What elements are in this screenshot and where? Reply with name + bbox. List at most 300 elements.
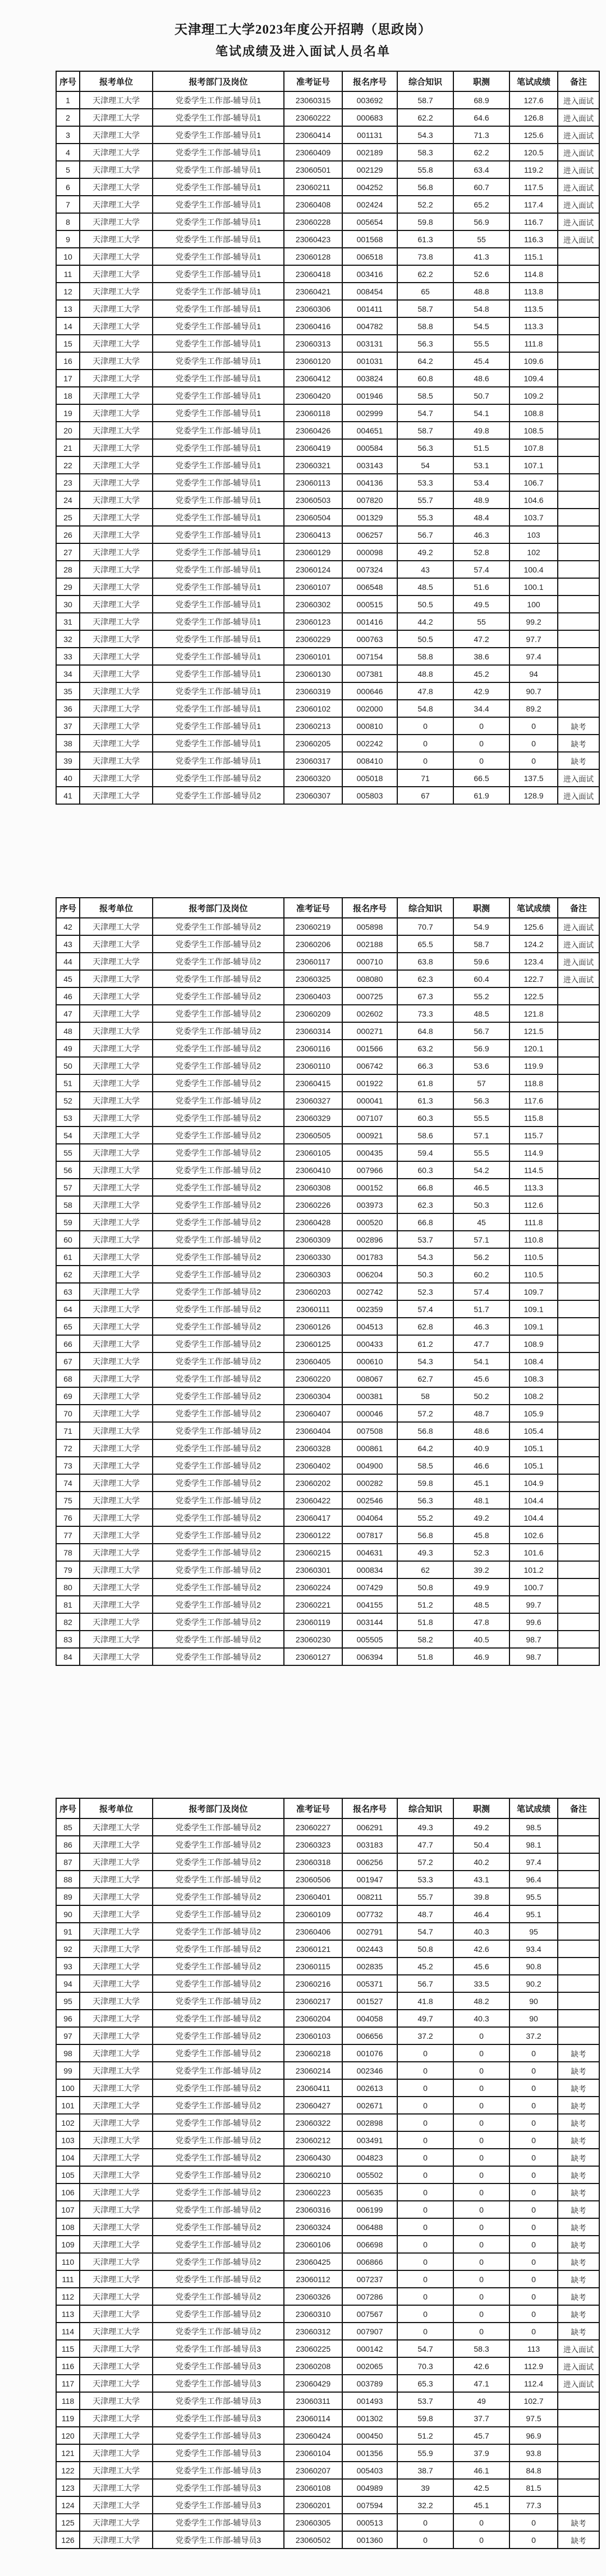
cell-index: 24 xyxy=(56,491,80,509)
column-header: 备注 xyxy=(558,71,599,91)
cell-ticket-number: 23060118 xyxy=(284,404,342,422)
page-title: 天津理工大学2023年度公开招聘（思政岗） xyxy=(175,22,431,36)
cell-ticket-number: 23060303 xyxy=(284,1266,342,1283)
cell-position: 党委学生工作部-辅导员1 xyxy=(153,265,284,283)
cell-position: 党委学生工作部-辅导员2 xyxy=(153,2253,284,2270)
cell-unit: 天津理工大学 xyxy=(80,1005,153,1022)
cell-written-total: 97.4 xyxy=(509,648,558,665)
cell-knowledge-score: 58.7 xyxy=(397,300,453,317)
cell-position: 党委学生工作部-辅导员1 xyxy=(153,456,284,474)
cell-index: 74 xyxy=(56,1474,80,1492)
cell-index: 103 xyxy=(56,2131,80,2149)
cell-position: 党委学生工作部-辅导员3 xyxy=(153,2496,284,2514)
cell-written-total: 95.1 xyxy=(509,1905,558,1923)
cell-written-total: 108.3 xyxy=(509,1370,558,1387)
page-subtitle: 笔试成绩及进入面试人员名单 xyxy=(215,44,391,58)
table-row xyxy=(56,230,599,248)
cell-registration-number: 002424 xyxy=(342,196,397,213)
table-row xyxy=(56,2409,599,2427)
cell-aptitude-score: 46.3 xyxy=(453,526,509,543)
cell-registration-number: 006256 xyxy=(342,1853,397,1871)
cell-index: 69 xyxy=(56,1387,80,1405)
cell-registration-number: 002546 xyxy=(342,1492,397,1509)
cell-position: 党委学生工作部-辅导员2 xyxy=(153,1853,284,1871)
cell-knowledge-score: 0 xyxy=(397,2218,453,2236)
cell-position: 党委学生工作部-辅导员2 xyxy=(153,1335,284,1352)
cell-remark xyxy=(558,648,599,665)
cell-registration-number: 006291 xyxy=(342,1818,397,1836)
cell-aptitude-score: 60.7 xyxy=(453,178,509,196)
cell-registration-number: 003183 xyxy=(342,1836,397,1853)
cell-aptitude-score: 34.4 xyxy=(453,700,509,717)
cell-registration-number: 002999 xyxy=(342,404,397,422)
cell-index: 43 xyxy=(56,935,80,953)
cell-unit: 天津理工大学 xyxy=(80,387,153,404)
cell-written-total: 0 xyxy=(509,2236,558,2253)
cell-knowledge-score: 48.7 xyxy=(397,1905,453,1923)
cell-index: 83 xyxy=(56,1631,80,1648)
cell-registration-number: 001493 xyxy=(342,2392,397,2409)
cell-position: 党委学生工作部-辅导员1 xyxy=(153,439,284,456)
cell-aptitude-score: 33.5 xyxy=(453,1975,509,1992)
cell-aptitude-score: 48.5 xyxy=(453,1596,509,1613)
cell-registration-number: 003973 xyxy=(342,1196,397,1213)
score-table-block-3 xyxy=(56,1798,600,2549)
cell-registration-number: 005635 xyxy=(342,2183,397,2201)
cell-ticket-number: 23060415 xyxy=(284,1074,342,1092)
table-row xyxy=(56,2496,599,2514)
cell-remark xyxy=(558,387,599,404)
cell-aptitude-score: 0 xyxy=(453,735,509,752)
table-row xyxy=(56,144,599,161)
table-row xyxy=(56,2201,599,2218)
cell-registration-number: 005018 xyxy=(342,769,397,787)
cell-aptitude-score: 0 xyxy=(453,2270,509,2288)
cell-unit: 天津理工大学 xyxy=(80,2288,153,2305)
cell-written-total: 0 xyxy=(509,2062,558,2079)
cell-index: 86 xyxy=(56,1836,80,1853)
cell-written-total: 0 xyxy=(509,2305,558,2323)
cell-ticket-number: 23060324 xyxy=(284,2218,342,2236)
cell-ticket-number: 23060109 xyxy=(284,1905,342,1923)
cell-aptitude-score: 49.8 xyxy=(453,422,509,439)
cell-ticket-number: 23060128 xyxy=(284,248,342,265)
cell-unit: 天津理工大学 xyxy=(80,1022,153,1040)
table-row xyxy=(56,387,599,404)
cell-registration-number: 004631 xyxy=(342,1544,397,1561)
cell-position: 党委学生工作部-辅导员1 xyxy=(153,561,284,578)
table-row xyxy=(56,1422,599,1439)
cell-registration-number: 000271 xyxy=(342,1022,397,1040)
table-row xyxy=(56,1127,599,1144)
cell-written-total: 107.8 xyxy=(509,439,558,456)
cell-knowledge-score: 56.7 xyxy=(397,1975,453,1992)
cell-ticket-number: 23060112 xyxy=(284,2270,342,2288)
cell-index: 125 xyxy=(56,2514,80,2531)
cell-unit: 天津理工大学 xyxy=(80,526,153,543)
cell-ticket-number: 23060105 xyxy=(284,1144,342,1161)
cell-written-total: 108.2 xyxy=(509,1387,558,1405)
cell-index: 105 xyxy=(56,2166,80,2183)
cell-written-total: 0 xyxy=(509,2288,558,2305)
cell-index: 45 xyxy=(56,970,80,987)
cell-aptitude-score: 39.8 xyxy=(453,1888,509,1905)
cell-remark xyxy=(558,2392,599,2409)
cell-aptitude-score: 37.9 xyxy=(453,2444,509,2462)
cell-unit: 天津理工大学 xyxy=(80,2201,153,2218)
cell-remark: 进入面试 xyxy=(558,2375,599,2392)
cell-unit: 天津理工大学 xyxy=(80,1248,153,1266)
cell-aptitude-score: 46.4 xyxy=(453,1905,509,1923)
cell-written-total: 0 xyxy=(509,2044,558,2062)
cell-written-total: 111.8 xyxy=(509,1213,558,1231)
cell-written-total: 0 xyxy=(509,2218,558,2236)
cell-ticket-number: 23060425 xyxy=(284,2253,342,2270)
table-row xyxy=(56,543,599,561)
cell-unit: 天津理工大学 xyxy=(80,935,153,953)
cell-knowledge-score: 66.3 xyxy=(397,1057,453,1074)
cell-written-total: 109.4 xyxy=(509,370,558,387)
cell-aptitude-score: 57.1 xyxy=(453,1231,509,1248)
cell-knowledge-score: 64.2 xyxy=(397,352,453,370)
table-row xyxy=(56,2027,599,2044)
cell-remark xyxy=(558,1631,599,1648)
cell-ticket-number: 23060201 xyxy=(284,2496,342,2514)
cell-index: 64 xyxy=(56,1300,80,1318)
cell-position: 党委学生工作部-辅导员2 xyxy=(153,2201,284,2218)
cell-position: 党委学生工作部-辅导员2 xyxy=(153,1818,284,1836)
cell-aptitude-score: 64.6 xyxy=(453,109,509,126)
cell-aptitude-score: 52.3 xyxy=(453,1544,509,1561)
cell-knowledge-score: 0 xyxy=(397,2044,453,2062)
cell-written-total: 115.1 xyxy=(509,248,558,265)
cell-aptitude-score: 51.7 xyxy=(453,1300,509,1318)
cell-remark xyxy=(558,1544,599,1561)
cell-knowledge-score: 32.2 xyxy=(397,2496,453,2514)
table-row xyxy=(56,987,599,1005)
table-row xyxy=(56,970,599,987)
cell-aptitude-score: 71.3 xyxy=(453,126,509,144)
cell-unit: 天津理工大学 xyxy=(80,717,153,735)
cell-unit: 天津理工大学 xyxy=(80,1213,153,1231)
cell-knowledge-score: 62.7 xyxy=(397,1370,453,1387)
cell-ticket-number: 23060222 xyxy=(284,109,342,126)
cell-position: 党委学生工作部-辅导员1 xyxy=(153,578,284,595)
cell-unit: 天津理工大学 xyxy=(80,2218,153,2236)
cell-knowledge-score: 55.7 xyxy=(397,1888,453,1905)
cell-position: 党委学生工作部-辅导员1 xyxy=(153,283,284,300)
table-row xyxy=(56,509,599,526)
table-row xyxy=(56,2253,599,2270)
cell-written-total: 0 xyxy=(509,2166,558,2183)
cell-remark xyxy=(558,1596,599,1613)
cell-index: 30 xyxy=(56,595,80,613)
cell-aptitude-score: 45.8 xyxy=(453,1526,509,1544)
cell-position: 党委学生工作部-辅导员2 xyxy=(153,1836,284,1853)
column-header: 报考单位 xyxy=(80,898,153,918)
cell-knowledge-score: 56.3 xyxy=(397,335,453,352)
cell-remark xyxy=(558,1992,599,2010)
cell-aptitude-score: 0 xyxy=(453,717,509,735)
cell-registration-number: 004651 xyxy=(342,422,397,439)
cell-position: 党委学生工作部-辅导员2 xyxy=(153,2044,284,2062)
cell-ticket-number: 23060225 xyxy=(284,2340,342,2357)
cell-position: 党委学生工作部-辅导员1 xyxy=(153,735,284,752)
cell-written-total: 98.5 xyxy=(509,1818,558,1836)
cell-ticket-number: 23060416 xyxy=(284,317,342,335)
cell-knowledge-score: 63.8 xyxy=(397,953,453,970)
cell-index: 122 xyxy=(56,2462,80,2479)
cell-remark: 进入面试 xyxy=(558,213,599,230)
cell-unit: 天津理工大学 xyxy=(80,1092,153,1109)
cell-position: 党委学生工作部-辅导员1 xyxy=(153,387,284,404)
cell-aptitude-score: 42.6 xyxy=(453,1940,509,1958)
cell-written-total: 125.6 xyxy=(509,918,558,935)
table-row xyxy=(56,474,599,491)
cell-ticket-number: 23060120 xyxy=(284,352,342,370)
cell-unit: 天津理工大学 xyxy=(80,2097,153,2114)
table-row xyxy=(56,370,599,387)
cell-aptitude-score: 54.2 xyxy=(453,1161,509,1179)
cell-registration-number: 001031 xyxy=(342,352,397,370)
cell-aptitude-score: 40.5 xyxy=(453,1631,509,1648)
cell-remark xyxy=(558,248,599,265)
table-row xyxy=(56,1544,599,1561)
cell-index: 111 xyxy=(56,2270,80,2288)
cell-registration-number: 002742 xyxy=(342,1283,397,1300)
cell-written-total: 117.5 xyxy=(509,178,558,196)
cell-aptitude-score: 0 xyxy=(453,2062,509,2079)
cell-knowledge-score: 0 xyxy=(397,2149,453,2166)
cell-written-total: 112.4 xyxy=(509,2375,558,2392)
cell-registration-number: 002346 xyxy=(342,2062,397,2079)
cell-knowledge-score: 57.2 xyxy=(397,1405,453,1422)
cell-index: 44 xyxy=(56,953,80,970)
cell-unit: 天津理工大学 xyxy=(80,126,153,144)
cell-ticket-number: 23060505 xyxy=(284,1127,342,1144)
cell-position: 党委学生工作部-辅导员2 xyxy=(153,1387,284,1405)
cell-position: 党委学生工作部-辅导员3 xyxy=(153,2409,284,2427)
cell-knowledge-score: 38.7 xyxy=(397,2462,453,2479)
table-row xyxy=(56,1853,599,1871)
table-row xyxy=(56,1022,599,1040)
cell-unit: 天津理工大学 xyxy=(80,1871,153,1888)
cell-index: 33 xyxy=(56,648,80,665)
cell-aptitude-score: 61.9 xyxy=(453,787,509,804)
cell-written-total: 94 xyxy=(509,665,558,682)
cell-written-total: 77.3 xyxy=(509,2496,558,2514)
cell-position: 党委学生工作部-辅导员2 xyxy=(153,1631,284,1648)
cell-unit: 天津理工大学 xyxy=(80,248,153,265)
cell-aptitude-score: 46.1 xyxy=(453,2462,509,2479)
cell-knowledge-score: 0 xyxy=(397,2253,453,2270)
cell-unit: 天津理工大学 xyxy=(80,630,153,648)
cell-aptitude-score: 66.5 xyxy=(453,769,509,787)
cell-knowledge-score: 49.3 xyxy=(397,1818,453,1836)
table-row xyxy=(56,1387,599,1405)
cell-ticket-number: 23060305 xyxy=(284,2514,342,2531)
cell-written-total: 109.2 xyxy=(509,387,558,404)
cell-registration-number: 000282 xyxy=(342,1474,397,1492)
cell-ticket-number: 23060302 xyxy=(284,595,342,613)
cell-position: 党委学生工作部-辅导员2 xyxy=(153,1092,284,1109)
cell-remark xyxy=(558,1005,599,1022)
table-row xyxy=(56,1144,599,1161)
table-row xyxy=(56,2462,599,2479)
cell-unit: 天津理工大学 xyxy=(80,1074,153,1092)
cell-remark xyxy=(558,1958,599,1975)
cell-ticket-number: 23060311 xyxy=(284,2392,342,2409)
cell-knowledge-score: 52.3 xyxy=(397,1283,453,1300)
cell-unit: 天津理工大学 xyxy=(80,1613,153,1631)
cell-remark xyxy=(558,613,599,630)
cell-ticket-number: 23060227 xyxy=(284,1818,342,1836)
cell-knowledge-score: 37.2 xyxy=(397,2027,453,2044)
cell-position: 党委学生工作部-辅导员2 xyxy=(153,1992,284,2010)
cell-registration-number: 007286 xyxy=(342,2288,397,2305)
cell-registration-number: 002000 xyxy=(342,700,397,717)
cell-remark xyxy=(558,700,599,717)
cell-aptitude-score: 55.5 xyxy=(453,1109,509,1127)
cell-written-total: 119.2 xyxy=(509,161,558,178)
table-row xyxy=(56,1940,599,1958)
cell-remark xyxy=(558,2010,599,2027)
cell-aptitude-score: 54.1 xyxy=(453,1352,509,1370)
cell-unit: 天津理工大学 xyxy=(80,1127,153,1144)
cell-registration-number: 001922 xyxy=(342,1074,397,1092)
cell-knowledge-score: 65.5 xyxy=(397,935,453,953)
cell-written-total: 113.5 xyxy=(509,300,558,317)
cell-unit: 天津理工大学 xyxy=(80,1370,153,1387)
cell-registration-number: 001416 xyxy=(342,613,397,630)
cell-unit: 天津理工大学 xyxy=(80,970,153,987)
table-row xyxy=(56,2340,599,2357)
cell-aptitude-score: 48.6 xyxy=(453,1422,509,1439)
cell-index: 41 xyxy=(56,787,80,804)
cell-position: 党委学生工作部-辅导员2 xyxy=(153,987,284,1005)
cell-position: 党委学生工作部-辅导员1 xyxy=(153,91,284,109)
cell-unit: 天津理工大学 xyxy=(80,1596,153,1613)
cell-ticket-number: 23060206 xyxy=(284,935,342,953)
cell-aptitude-score: 65.2 xyxy=(453,196,509,213)
cell-index: 13 xyxy=(56,300,80,317)
cell-aptitude-score: 41.3 xyxy=(453,248,509,265)
cell-aptitude-score: 47.2 xyxy=(453,630,509,648)
cell-remark xyxy=(558,1057,599,1074)
table-row xyxy=(56,1161,599,1179)
cell-written-total: 90 xyxy=(509,1992,558,2010)
cell-written-total: 97.4 xyxy=(509,1853,558,1871)
cell-knowledge-score: 73.8 xyxy=(397,248,453,265)
cell-registration-number: 006698 xyxy=(342,2236,397,2253)
cell-knowledge-score: 61.3 xyxy=(397,230,453,248)
cell-knowledge-score: 56.3 xyxy=(397,1492,453,1509)
cell-written-total: 90.8 xyxy=(509,1958,558,1975)
table-row xyxy=(56,404,599,422)
cell-ticket-number: 23060306 xyxy=(284,300,342,317)
cell-knowledge-score: 56.8 xyxy=(397,178,453,196)
cell-ticket-number: 23060419 xyxy=(284,439,342,456)
cell-unit: 天津理工大学 xyxy=(80,1992,153,2010)
cell-ticket-number: 23060123 xyxy=(284,613,342,630)
cell-unit: 天津理工大学 xyxy=(80,352,153,370)
cell-ticket-number: 23060218 xyxy=(284,2044,342,2062)
cell-index: 61 xyxy=(56,1248,80,1266)
column-header: 综合知识 xyxy=(397,1798,453,1818)
cell-registration-number: 002359 xyxy=(342,1300,397,1318)
cell-registration-number: 004823 xyxy=(342,2149,397,2166)
cell-written-total: 90 xyxy=(509,2010,558,2027)
cell-index: 109 xyxy=(56,2236,80,2253)
cell-remark: 缺考 xyxy=(558,2131,599,2149)
cell-index: 23 xyxy=(56,474,80,491)
table-row xyxy=(56,2079,599,2097)
cell-written-total: 105.9 xyxy=(509,1405,558,1422)
cell-position: 党委学生工作部-辅导员2 xyxy=(153,1370,284,1387)
table-row xyxy=(56,2375,599,2392)
cell-knowledge-score: 56.3 xyxy=(397,439,453,456)
cell-position: 党委学生工作部-辅导员3 xyxy=(153,2427,284,2444)
cell-ticket-number: 23060217 xyxy=(284,1992,342,2010)
cell-unit: 天津理工大学 xyxy=(80,1144,153,1161)
cell-unit: 天津理工大学 xyxy=(80,1352,153,1370)
cell-ticket-number: 23060403 xyxy=(284,987,342,1005)
cell-index: 9 xyxy=(56,230,80,248)
cell-registration-number: 004058 xyxy=(342,2010,397,2027)
cell-position: 党委学生工作部-辅导员2 xyxy=(153,769,284,787)
cell-aptitude-score: 45.6 xyxy=(453,1370,509,1387)
cell-position: 党委学生工作部-辅导员1 xyxy=(153,526,284,543)
cell-index: 121 xyxy=(56,2444,80,2462)
cell-written-total: 95.5 xyxy=(509,1888,558,1905)
cell-aptitude-score: 47.8 xyxy=(453,1613,509,1631)
cell-ticket-number: 23060413 xyxy=(284,526,342,543)
cell-ticket-number: 23060126 xyxy=(284,1318,342,1335)
cell-remark xyxy=(558,1127,599,1144)
cell-aptitude-score: 48.4 xyxy=(453,509,509,526)
table-row xyxy=(56,1631,599,1648)
cell-aptitude-score: 38.6 xyxy=(453,648,509,665)
cell-remark: 进入面试 xyxy=(558,2357,599,2375)
cell-ticket-number: 23060230 xyxy=(284,1631,342,1648)
column-header: 报考单位 xyxy=(80,71,153,91)
cell-unit: 天津理工大学 xyxy=(80,2496,153,2514)
cell-remark xyxy=(558,595,599,613)
cell-index: 37 xyxy=(56,717,80,735)
cell-remark xyxy=(558,439,599,456)
cell-written-total: 121.8 xyxy=(509,1005,558,1022)
cell-remark xyxy=(558,1439,599,1457)
table-row xyxy=(56,300,599,317)
cell-knowledge-score: 58.3 xyxy=(397,144,453,161)
cell-knowledge-score: 53.3 xyxy=(397,474,453,491)
cell-unit: 天津理工大学 xyxy=(80,2236,153,2253)
cell-written-total: 0 xyxy=(509,2514,558,2531)
cell-position: 党委学生工作部-辅导员1 xyxy=(153,717,284,735)
cell-aptitude-score: 49.2 xyxy=(453,1509,509,1526)
cell-index: 112 xyxy=(56,2288,80,2305)
cell-index: 57 xyxy=(56,1179,80,1196)
cell-ticket-number: 23060503 xyxy=(284,491,342,509)
cell-remark xyxy=(558,474,599,491)
cell-knowledge-score: 54.7 xyxy=(397,404,453,422)
cell-aptitude-score: 0 xyxy=(453,2253,509,2270)
cell-registration-number: 007508 xyxy=(342,1422,397,1439)
table-row xyxy=(56,422,599,439)
cell-aptitude-score: 45.2 xyxy=(453,665,509,682)
cell-position: 党委学生工作部-辅导员1 xyxy=(153,595,284,613)
cell-remark xyxy=(558,1905,599,1923)
